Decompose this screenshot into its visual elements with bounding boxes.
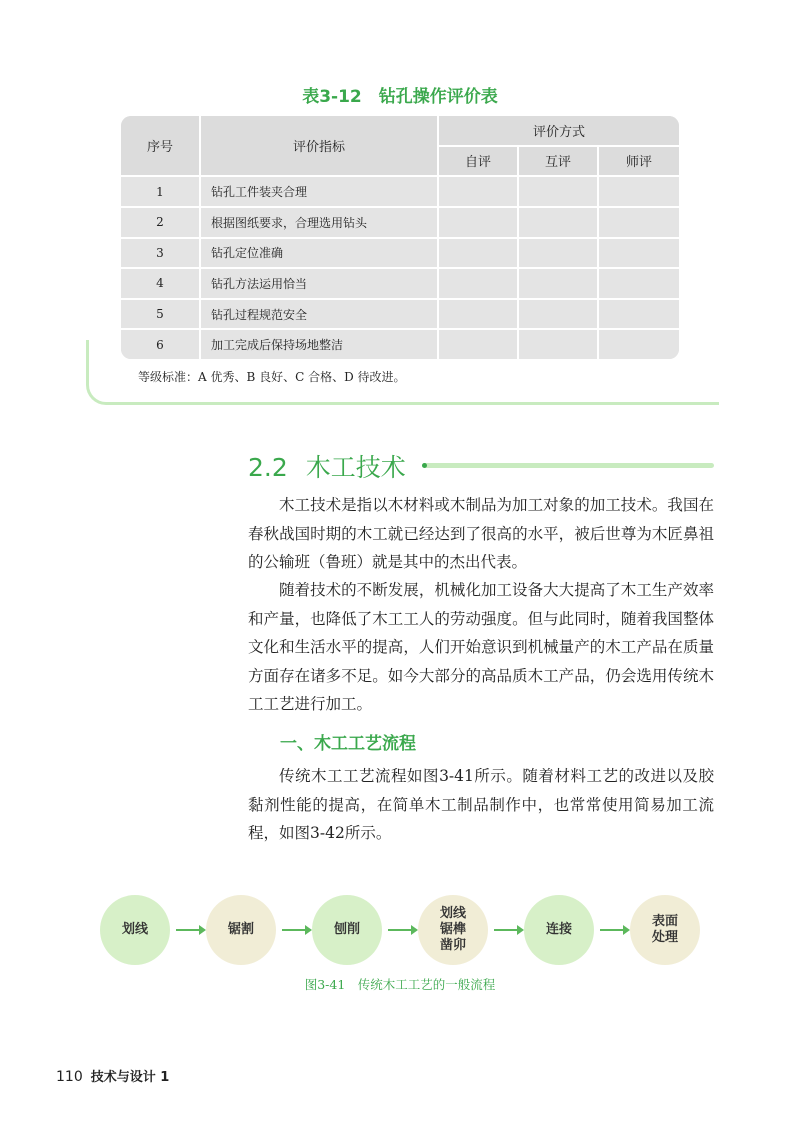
teacher-cell: [599, 177, 679, 208]
row-index: 4: [121, 269, 201, 300]
self-cell: [439, 239, 519, 270]
table-row: [121, 300, 679, 331]
peer-cell: [519, 239, 599, 270]
row-index: 6: [121, 330, 201, 359]
peer-cell: [519, 300, 599, 331]
row-index: 3: [121, 239, 201, 270]
table-row: [121, 239, 679, 270]
row-index: 1: [121, 177, 201, 208]
teacher-cell: [599, 208, 679, 239]
self-cell: [439, 269, 519, 300]
arrow-right-icon: [494, 929, 518, 931]
arrow-right-icon: [600, 929, 624, 931]
evaluation-table: [121, 116, 679, 359]
table-row: [121, 177, 679, 208]
row-criteria: 根据图纸要求，合理选用钻头: [201, 208, 439, 239]
row-criteria: 加工完成后保持场地整洁: [201, 330, 439, 359]
table-title: 表3-12 钻孔操作评价表: [302, 87, 498, 107]
process-flowchart: [100, 895, 710, 967]
peer-cell: [519, 208, 599, 239]
self-cell: [439, 208, 519, 239]
row-criteria: 钻孔过程规范安全: [201, 300, 439, 331]
row-criteria: 钻孔工件装夹合理: [201, 177, 439, 208]
self-cell: [439, 177, 519, 208]
section-heading: [248, 448, 406, 484]
peer-cell: [519, 269, 599, 300]
teacher-cell: [599, 239, 679, 270]
self-cell: [439, 300, 519, 331]
paragraph: 传统木工工艺流程如图3-41所示。随着材料工艺的改进以及胶黏剂性能的提高，在简单木工制品制作中，也常常使用简易加工流程，如图3-42所示。: [248, 767, 714, 842]
table-row: [121, 208, 679, 239]
grade-note: 等级标准：A 优秀、B 良好、C 合格、D 待改进。: [138, 370, 406, 384]
heading-rule: [422, 463, 714, 468]
header-peer: 互评: [519, 147, 599, 178]
row-criteria: 钻孔方法运用恰当: [201, 269, 439, 300]
section-number: 2.2: [248, 453, 288, 482]
section-title: 木工技术: [305, 453, 406, 482]
arrow-right-icon: [176, 929, 200, 931]
header-method: 评价方式: [439, 116, 679, 147]
row-criteria: 钻孔定位准确: [201, 239, 439, 270]
table-row: [121, 269, 679, 300]
book-title: 技术与设计 1: [90, 1070, 170, 1085]
arrow-right-icon: [282, 929, 306, 931]
flow-node: 连接: [524, 895, 594, 965]
paragraph: 木工技术是指以木材料或木制品为加工对象的加工技术。我国在春秋战国时期的木工就已经达到了很高的水平，被后世尊为木匠鼻祖的公输班（鲁班）就是其中的杰出代表。: [248, 496, 714, 571]
flow-node: 锯割: [206, 895, 276, 965]
header-index: 序号: [121, 116, 201, 177]
page-footer: [56, 1066, 169, 1085]
flow-node: 划线: [100, 895, 170, 965]
flow-node: 刨削: [312, 895, 382, 965]
figure-caption: 图3-41 传统木工工艺的一般流程: [304, 977, 496, 992]
teacher-cell: [599, 269, 679, 300]
flow-node: 划线锯榫凿卯: [418, 895, 488, 965]
subheading: 一、木工工艺流程: [280, 734, 416, 754]
header-teacher: 师评: [599, 147, 679, 178]
paragraph: 随着技术的不断发展，机械化加工设备大大提高了木工生产效率和产量，也降低了木工工人的劳动强度。但与此同时，随着我国整体文化和生活水平的提高，人们开始意识到机械量产的木工产品在质量方面存在诸多不足。如今大部分的高品质木工产品，仍会选用传统木工工艺进行加工。: [248, 581, 714, 713]
teacher-cell: [599, 300, 679, 331]
row-index: 5: [121, 300, 201, 331]
row-index: 2: [121, 208, 201, 239]
header-self: 自评: [439, 147, 519, 178]
header-criteria: 评价指标: [201, 116, 439, 177]
flow-node: 表面处理: [630, 895, 700, 965]
arrow-right-icon: [388, 929, 412, 931]
peer-cell: [519, 177, 599, 208]
page-number: 110: [56, 1069, 83, 1085]
